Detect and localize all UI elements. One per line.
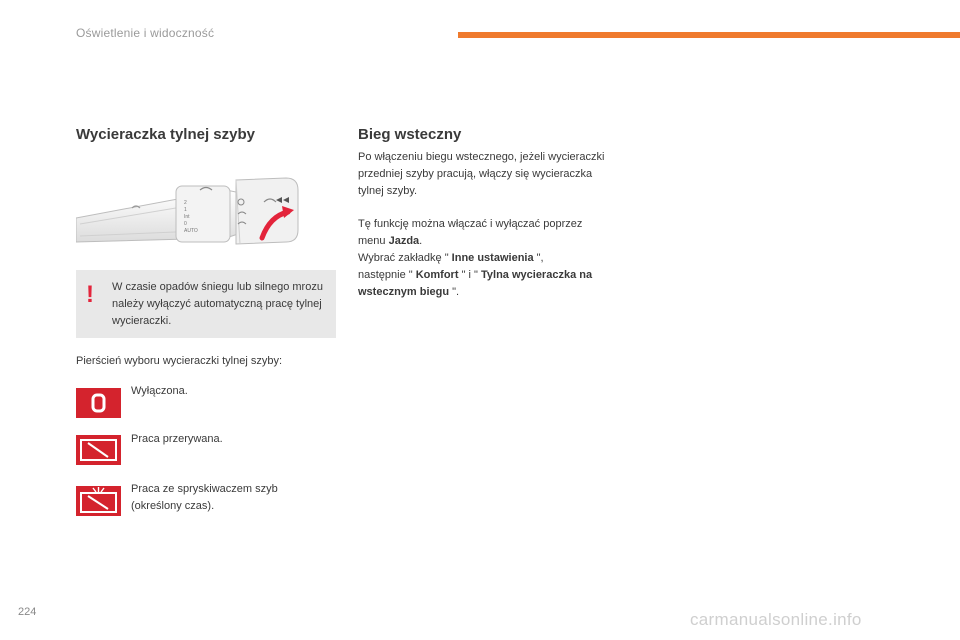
reverse-gear-heading: Bieg wsteczny	[358, 126, 462, 143]
watermark: carmanualsonline.info	[690, 610, 862, 629]
wiper-stalk-illustration	[76, 172, 306, 252]
svg-text:0: 0	[184, 221, 187, 227]
svg-text:AUTO: AUTO	[184, 228, 198, 234]
settings-line-menu: menu Jazda.	[358, 235, 423, 247]
mode-intermittent-text: Praca przerywana.	[131, 433, 223, 445]
settings-line-1: Tę funkcję można włączać i wyłączać poprzez	[358, 218, 583, 230]
washer-wipe-icon	[76, 486, 121, 516]
selector-ring-label: Pierścień wyboru wycieraczki tylnej szyby:	[76, 355, 283, 367]
snow-frost-warning	[76, 270, 336, 338]
zero-icon	[76, 388, 121, 418]
menu-name-jazda: Jazda	[388, 235, 420, 247]
section-title: Oświetlenie i widoczność	[76, 26, 215, 40]
submenu-comfort: Komfort	[415, 269, 459, 281]
intermittent-wipe-icon	[76, 435, 121, 465]
settings-line-tab: Wybrać zakładkę " Inne ustawienia ",	[358, 252, 544, 264]
svg-text:1: 1	[184, 207, 187, 213]
svg-text:2: 2	[184, 200, 187, 206]
reverse-gear-settings-paragraph	[358, 216, 628, 301]
rear-wiper-heading: Wycieraczka tylnej szyby	[76, 126, 255, 143]
svg-text:Int: Int	[184, 214, 190, 220]
header-accent-bar	[458, 32, 960, 38]
mode-off-text: Wyłączona.	[131, 385, 188, 397]
reverse-gear-paragraph: Po włączeniu biegu wstecznego, jeżeli wycieraczki przedniej szyby pracują, włączy się wycieraczka tylnej szyby.	[358, 151, 605, 197]
exclamation-icon: !	[86, 281, 94, 308]
tab-name-other-settings: Inne ustawienia	[451, 252, 534, 264]
option-rear-wiper-reverse: Tylna wycieraczka na wstecznym biegu	[358, 269, 593, 298]
mode-washer-text: Praca ze spryskiwaczem szyb (określony czas).	[131, 483, 278, 512]
warning-text: W czasie opadów śniegu lub silnego mrozu należy wyłączyć automatyczną pracę tylnej wycieraczki.	[112, 281, 323, 327]
settings-line-option: następnie " Komfort " i " Tylna wycieraczka na wstecznym biegu ".	[358, 269, 593, 298]
page-number: 224	[18, 606, 37, 618]
